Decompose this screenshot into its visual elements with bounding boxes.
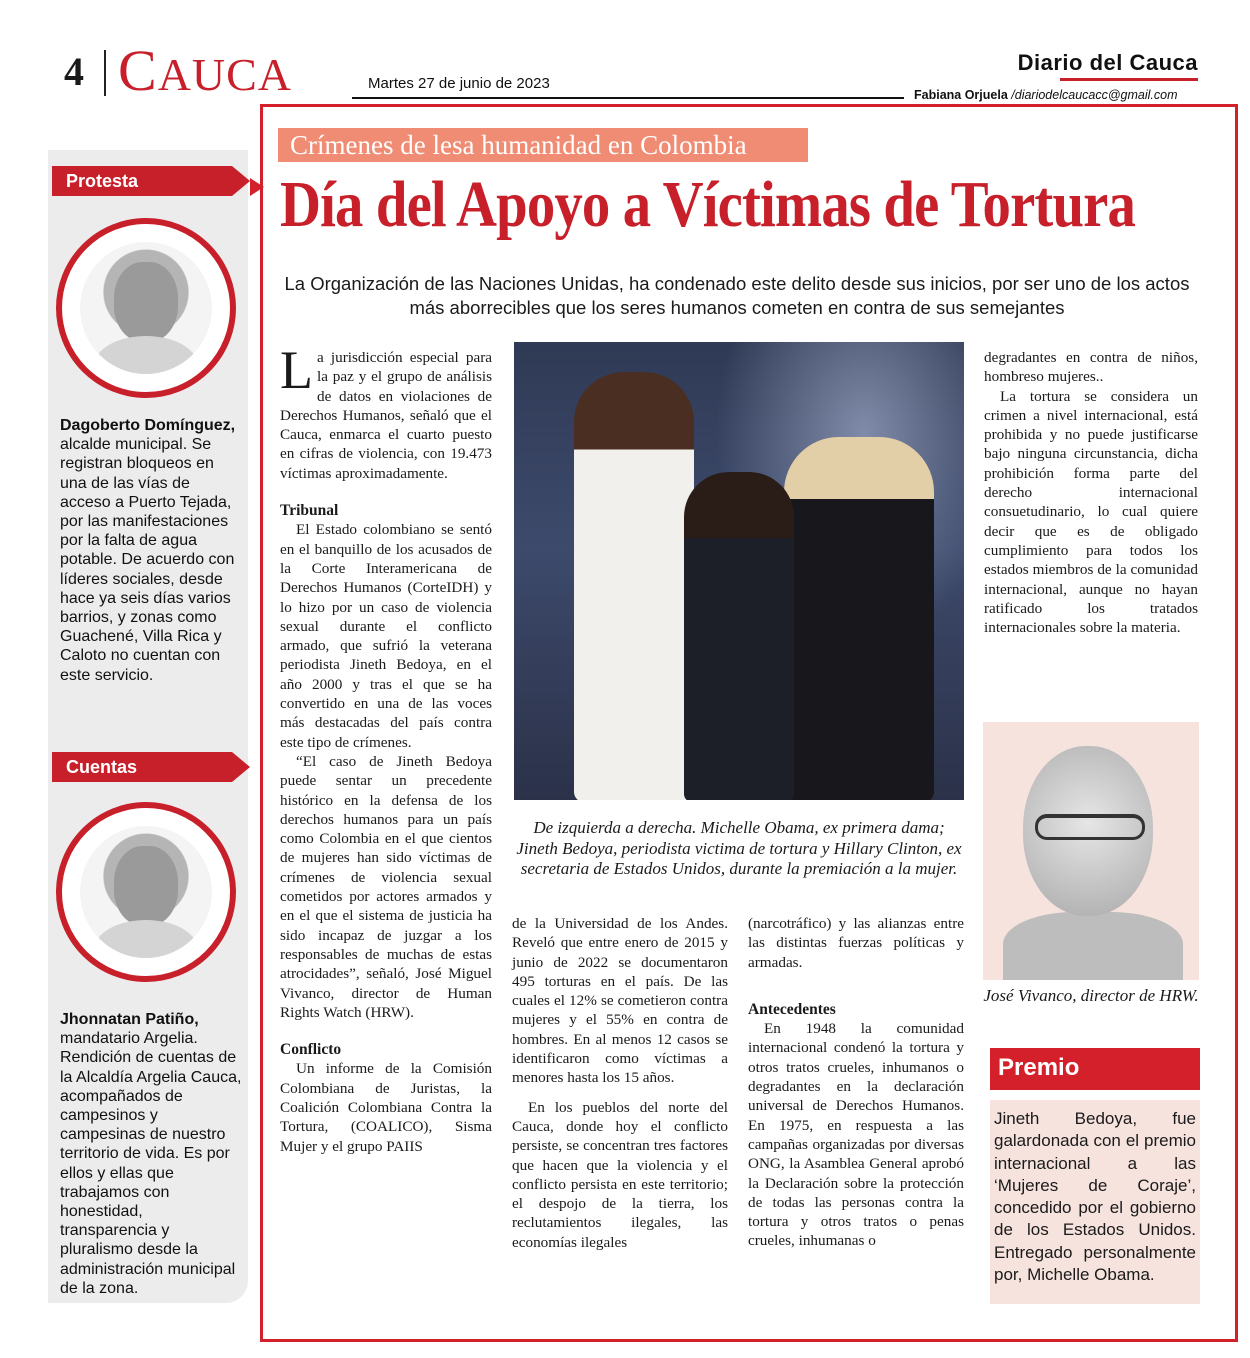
portrait-image bbox=[80, 826, 212, 958]
paragraph: de la Universidad de los Andes. Reveló que entre enero de 2015 y junio de 2022 se documentaron 495 torturas en el país. De las cuales el 12% se cometieron contra mujeres y el 55% en contra de hombres. En al menos 12 casos se identificaron como víctimas a menores hasta los 15 años. bbox=[512, 915, 728, 1087]
section-title-initial: C bbox=[118, 38, 158, 103]
premio-box-text: Jineth Bedoya, fue galardonada con el premio internacional a las ‘Mujeres de Coraje’, concedido por el gobierno de los Estados Unidos. Entregado personalmente por, Michelle Obama. bbox=[990, 1100, 1200, 1304]
author-name: Fabiana Orjuela bbox=[914, 88, 1008, 102]
header-divider bbox=[104, 50, 106, 96]
tag-cuentas: Cuentas bbox=[52, 752, 232, 782]
paragraph: “El caso de Jineth Bedoya puede sentar un precedente histórico en la defensa de los derechos humanos para un país como Colombia en el que cientos de mujeres han sido víctimas de crímenes de violencia sexual cometidos por actores armados y en el que el sistema de justicia ha sido incapaz de juzgar a los responsables de muchas de estas atrocidades”, señaló, José Miguel Vivanco, director de Human Rights Watch (HRW). bbox=[280, 752, 492, 1021]
subhead-tribunal: Tribunal bbox=[280, 502, 339, 520]
brief-body: mandatario Argelia. Rendición de cuentas de la Alcaldía Argelia Cauca, acompañados de campesinos y campesinas de nuestro territorio de vida. Es por ellos y ellas que trabajamos con honestidad, transparencia y pluralismo desde la administración municipal de la zona. bbox=[60, 1030, 242, 1297]
person-name: Dagoberto Domínguez, bbox=[60, 417, 236, 434]
paragraph: degradantes en contra de niños, hombreso mujeres.. bbox=[984, 349, 1198, 386]
paragraph: En los pueblos del norte del Cauca, donde hoy el conflicto persiste, se concentran tres factores que hacen que la violencia y el conflicto persista en este territorio; el despojo de la tierra, los reclutamientos ilegales, las economías ilegales bbox=[512, 1098, 728, 1251]
paragraph: En 1948 la comunidad internacional condenó la tortura y otros tratos crueles, inhumanos o degradantes en la declaración universal de Derechos Humanos. En 1975, en respuesta a las campañas organizadas por diversas ONG, la Asamblea General aprobó la Declaración sobre la protección de todas las personas contra la tortura y otros tratos o penas crueles, inhumanas o bbox=[748, 1020, 964, 1250]
avatar-dagoberto bbox=[56, 218, 236, 398]
drop-cap: L bbox=[280, 340, 313, 400]
paragraph-text: a jurisdicción especial para la paz y el grupo de análisis de datos en violaciones de Derechos Humanos, señaló que el Cauca, enmarca el cuarto puesto en cifras de violencia, con 19.473 víctimas aproximadamente. bbox=[280, 349, 492, 482]
article-deck: La Organización de las Naciones Unidas, ha condenado este delito desde sus inicios, por ser uno de los actos más aborrecibles que los seres humanos cometen en contra de sus semejantes bbox=[284, 273, 1190, 318]
avatar-jhonnatan bbox=[56, 802, 236, 982]
byline bbox=[914, 88, 1178, 102]
section-title bbox=[118, 38, 293, 103]
author-email[interactable]: /diariodelcaucacc@gmail.com bbox=[1011, 88, 1178, 102]
person-name: Jhonnatan Patiño, bbox=[60, 1011, 199, 1028]
paragraph: (narcotráfico) y las alianzas entre las distintas fuerzas políticas y armadas. bbox=[748, 915, 964, 971]
brief-body: alcalde municipal. Se registran bloqueos en una de las vías de acceso a Puerto Tejada, por las manifestaciones por la falta de agua potable. De acuerdo con líderes sociales, desde hace ya seis días varios barrios, y zonas como Guachené, Villa Rica y Caloto no cuentan con este servicio. bbox=[60, 436, 235, 684]
subhead-antecedentes: Antecedentes bbox=[748, 1000, 836, 1018]
vivanco-caption: José Vivanco, director de HRW. bbox=[983, 986, 1199, 1005]
article-kicker: Crímenes de lesa humanidad en Colombia bbox=[278, 128, 808, 162]
header-rule bbox=[352, 97, 904, 99]
portrait-image bbox=[80, 242, 212, 374]
premio-heading: Premio bbox=[990, 1048, 1200, 1090]
paragraph: El Estado colombiano se sentó en el banquillo de los acusados de la Corte Interamericana de Derechos Humanos (CorteIDH) y lo hizo por un caso de violencia sexual durante el conflicto armado, que sufrió la veterana periodista Jineth Bedoya, en el año 2000 y tras el que se ha convertido en una de las voces más destacadas del país contra este tipo de crímenes. bbox=[280, 521, 492, 751]
masthead-underline bbox=[1060, 78, 1198, 81]
brief-protesta bbox=[60, 416, 242, 685]
photo-figure-left bbox=[574, 372, 694, 800]
page-number: 4 bbox=[64, 49, 84, 94]
article-column-3 bbox=[748, 914, 964, 1251]
photo-figure-right bbox=[784, 437, 934, 800]
section-title-rest: AUCA bbox=[157, 49, 293, 100]
tag-protesta: Protesta bbox=[52, 166, 232, 196]
paragraph bbox=[280, 340, 492, 483]
issue-date: Martes 27 de junio de 2023 bbox=[368, 75, 550, 92]
vivanco-photo bbox=[983, 722, 1199, 980]
paragraph: Un informe de la Comisión Colombiana de Juristas, la Coalición Colombiana Contra la Tortura, (COALICO), Sisma Mujer y el grupo PAIIS bbox=[280, 1060, 492, 1155]
glasses-icon bbox=[1035, 814, 1145, 840]
photo-figure-center bbox=[684, 472, 794, 800]
article-photo bbox=[514, 342, 964, 800]
paragraph: La tortura se considera un crimen a nivel internacional, está prohibida y no puede justificarse bajo ninguna circunstancia, dicha prohibición forma parte del derecho internacional consuetudinario, lo cual quiere decir que es de obligado cumplimiento para todos los estados miembros de la comunidad internacional, aunque no hayan ratificado los tratados internacionales sobre la materia. bbox=[984, 387, 1198, 637]
article-headline: Día del Apoyo a Víctimas de Tortura bbox=[280, 168, 1136, 241]
brief-cuentas bbox=[60, 1010, 242, 1298]
article-column-1 bbox=[280, 340, 492, 1156]
article-column-2 bbox=[512, 914, 728, 1252]
photo-caption: De izquierda a derecha. Michelle Obama, ex primera dama; Jineth Bedoya, periodista victima de tortura y Hillary Clinton, ex secretaria de Estados Unidos, durante la premiación a la mujer. bbox=[516, 818, 962, 878]
frame-pointer bbox=[250, 178, 264, 196]
subhead-conflicto: Conflicto bbox=[280, 1041, 342, 1059]
newspaper-masthead: Diario del Cauca bbox=[1017, 50, 1198, 75]
photo-shoulders bbox=[1003, 912, 1183, 980]
article-column-4 bbox=[984, 348, 1198, 637]
